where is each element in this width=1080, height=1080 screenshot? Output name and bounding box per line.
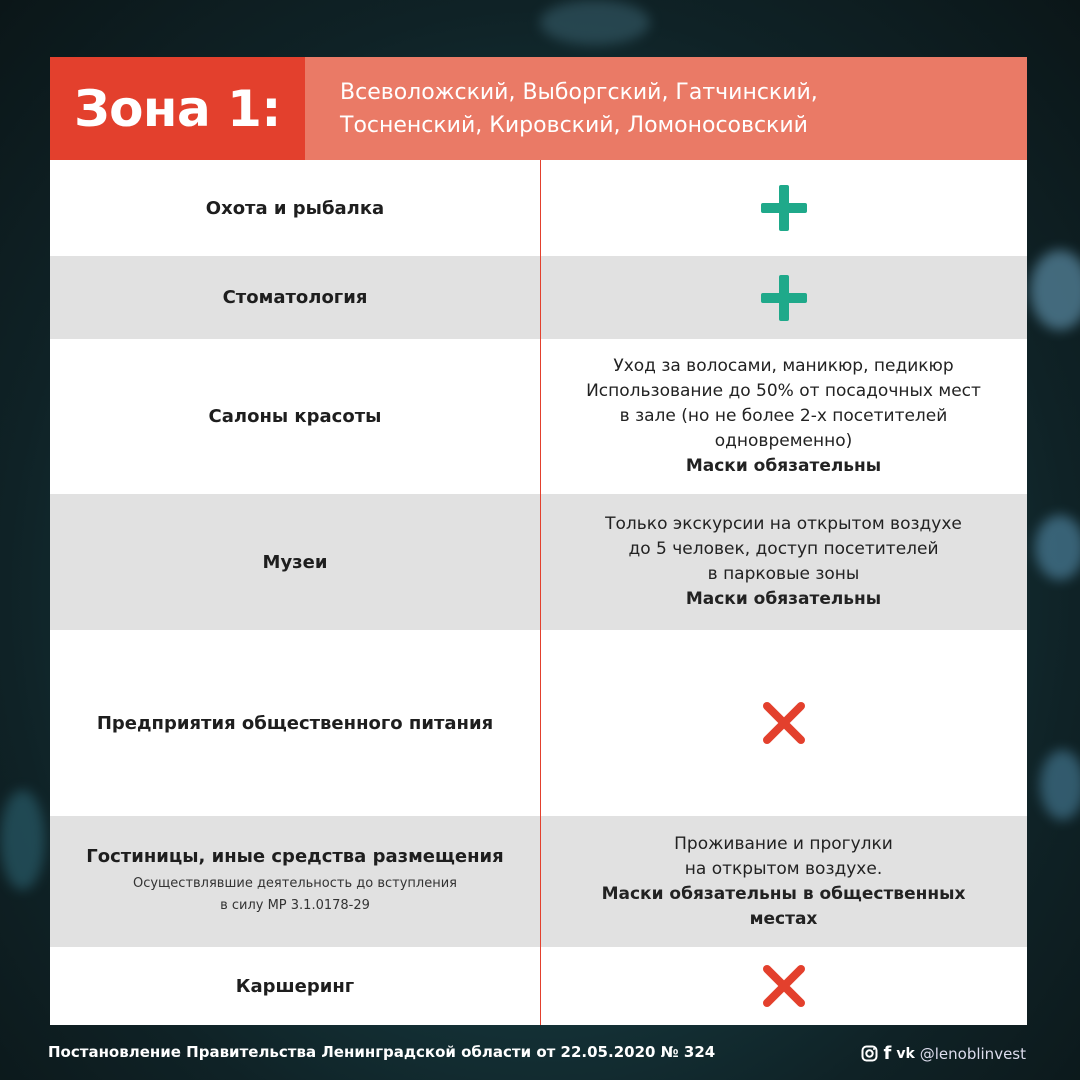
condition-line: Проживание и прогулки — [674, 833, 893, 854]
decree-caption: Постановление Правительства Ленинградской области от 22.05.2020 № 324 — [48, 1043, 716, 1061]
zone-title: Зона 1: — [50, 57, 305, 160]
column-divider — [540, 160, 541, 1025]
condition-line: в парковые зоны — [707, 564, 860, 584]
table-row-hunting — [50, 160, 1027, 256]
info-card — [50, 57, 1027, 1025]
cross-icon — [761, 963, 807, 1009]
row-name: Охота и рыбалка — [205, 197, 385, 219]
background-virus-shape — [540, 0, 650, 45]
condition-line: одновременно) — [714, 431, 853, 451]
social-handle[interactable]: @lenoblinvest — [919, 1044, 1026, 1063]
background-virus-shape — [0, 790, 45, 890]
background-virus-shape — [1040, 750, 1080, 820]
instagram-icon[interactable] — [861, 1045, 878, 1062]
table-row-carsharing — [50, 947, 1027, 1025]
districts-line: Всеволожский, Выборгский, Гатчинский, — [340, 79, 818, 105]
background-virus-shape — [1035, 515, 1080, 580]
row-name: Стоматология — [222, 287, 368, 308]
table-row-hotels — [50, 816, 1027, 947]
table-row-catering — [50, 630, 1027, 816]
cross-icon — [761, 700, 807, 746]
condition-line: на открытом воздухе. — [684, 858, 883, 879]
condition-line: Уход за волосами, маникюр, педикюр — [613, 356, 954, 376]
mask-requirement: Маски обязательны — [685, 456, 882, 476]
vk-icon[interactable]: vk — [896, 1045, 915, 1062]
social-links — [861, 1043, 1026, 1064]
row-name: Каршеринг — [235, 975, 355, 997]
row-name: Предприятия общественного питания — [96, 712, 494, 734]
table-row-dentistry — [50, 256, 1027, 339]
districts-line: Тосненский, Кировский, Ломоносовский — [340, 112, 808, 138]
condition-line: до 5 человек, доступ посетителей — [628, 539, 939, 559]
condition-line: Только экскурсии на открытом воздухе — [605, 514, 962, 534]
table-row-museums — [50, 494, 1027, 630]
plus-icon — [758, 272, 810, 324]
row-name: Гостиницы, иные средства размещения — [86, 846, 504, 867]
row-name: Салоны красоты — [208, 406, 382, 427]
background-virus-shape — [1030, 250, 1080, 330]
table-row-beauty-salons — [50, 339, 1027, 494]
districts-list — [305, 57, 1027, 160]
plus-icon — [758, 182, 810, 234]
condition-line: Использование до 50% от посадочных мест — [586, 381, 981, 401]
row-note-line: Осуществлявшие деятельность до вступления — [132, 876, 457, 891]
mask-requirement: Маски обязательны — [685, 589, 882, 609]
mask-requirement: местах — [749, 908, 818, 929]
row-name: Музеи — [262, 551, 328, 573]
zone-header — [50, 57, 1027, 160]
row-note — [133, 873, 457, 917]
condition-line: в зале (но не более 2-х посетителей — [619, 406, 948, 426]
facebook-icon[interactable]: f — [883, 1043, 892, 1064]
mask-requirement: Маски обязательны в общественных — [601, 883, 966, 904]
row-note-line: в силу МР 3.1.0178-29 — [220, 898, 370, 913]
